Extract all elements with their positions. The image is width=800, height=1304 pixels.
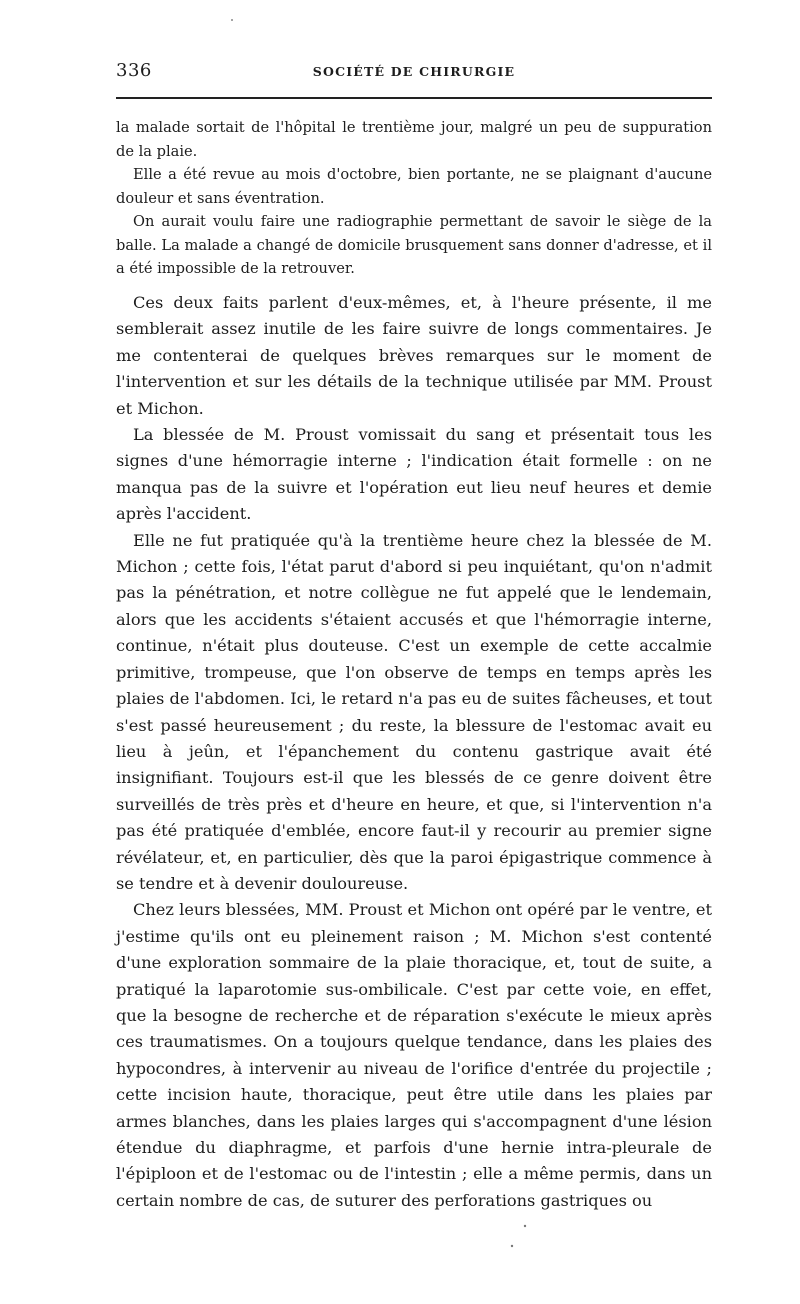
speck: [511, 1245, 513, 1247]
speck: [524, 1225, 526, 1227]
paragraph: Elle ne fut pratiquée qu'à la trentième heure chez la blessée de M. Michon ; cette fois, l'état parut d'abord si peu inquiétant, qu'on n'admit pas la pénétration, et notre collègue ne fut appelé que le lendemain, alors que les accidents s'étaient accusés et que l'hémorragie interne, continue, n'était plus douteuse. C'est un exemple de cette accalmie primitive, trompeuse, que l'on observe de temps en temps après les plaies de l'abdomen. Ici, le retard n'a pas eu de suites fâcheuses, et tout s'est passé heureusement ; du reste, la blessure de l'estomac avait eu lieu à jeûn, et l'épanchement du contenu gastrique avait été insignifiant. Toujours est-il que les blessés de ce genre doivent être surveillés de très près et d'heure en heure, et que, si l'intervention n'a pas été pratiquée d'emblée, encore faut-il y recourir au premier signe révélateur, et, en particulier, dès que la paroi épigastrique commence à se tendre et à devenir douloureuse.: [116, 530, 712, 893]
paragraph: la malade sortait de l'hôpital le trentième jour, malgré un peu de suppuration de la plaie.: [116, 119, 712, 160]
paragraph: Chez leurs blessées, MM. Proust et Michon ont opéré par le ventre, et j'estime qu'ils ont eu pleinement raison ; M. Michon s'est contenté d'une exploration sommaire de la plaie thoracique, et, tout de suite, a pratiqué la laparotomie sus-ombilicale. C'est par cette voie, en effet, que la besogne de recherche et de réparation s'exécute le mieux après ces traumatismes. On a toujours quelque tendance, dans les plaies des hypocondres, à intervenir au niveau de l'orifice d'entrée du projectile ; cette incision haute, thoracique, peut être utile dans les plaies par armes blanches, dans les plaies larges qui s'accompagnent d'une lésion étendue du diaphragme, et parfois d'une hernie intra-pleurale de l'épiploon et de l'estomac ou de l'intestin ; elle a même permis, dans un certain nombre de cas, de suturer des perforations gastriques ou: [116, 900, 712, 1210]
paragraph: La blessée de M. Proust vomissait du sang et présentait tous les signes d'une hémorragie interne ; l'indication était formelle : on ne manqua pas de la suivre et l'opération eut lieu neuf heures et demie après l'accident.: [116, 425, 712, 524]
paragraph: Elle a été revue au mois d'octobre, bien portante, ne se plaignant d'aucune douleur et sans éventration.: [116, 166, 712, 207]
speck: [231, 19, 233, 21]
running-title: SOCIÉTÉ DE CHIRURGIE: [312, 64, 516, 79]
page-number: 336: [116, 60, 152, 81]
paragraph: Ces deux faits parlent d'eux-mêmes, et, à l'heure présente, il me semblerait assez inutile de les faire suivre de longs commentaires. Je me contenterai de quelques brèves remarques sur le moment de l'intervention et sur les détails de la technique utilisée par MM. Proust et Michon.: [116, 293, 712, 418]
paragraph: On aurait voulu faire une radiographie permettant de savoir le siège de la balle. La malade a changé de domicile brusquement sans donner d'adresse, et il a été impossible de la retrouver.: [116, 213, 712, 277]
